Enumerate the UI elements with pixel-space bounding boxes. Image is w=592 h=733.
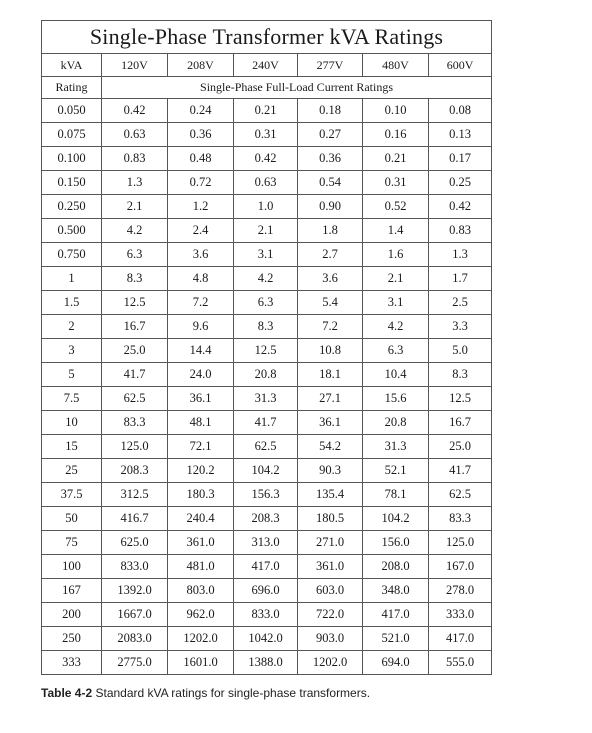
kva-rating-cell: 75 [42, 531, 102, 555]
current-cell: 361.0 [298, 555, 363, 579]
kva-rating-cell: 7.5 [42, 387, 102, 411]
kva-rating-cell: 0.500 [42, 219, 102, 243]
current-cell: 3.6 [298, 267, 363, 291]
current-cell: 0.10 [363, 99, 429, 123]
current-cell: 0.31 [234, 123, 298, 147]
current-cell: 62.5 [234, 435, 298, 459]
current-cell: 16.7 [429, 411, 492, 435]
current-cell: 104.2 [363, 507, 429, 531]
current-cell: 15.6 [363, 387, 429, 411]
current-cell: 20.8 [363, 411, 429, 435]
kva-rating-cell: 37.5 [42, 483, 102, 507]
current-cell: 271.0 [298, 531, 363, 555]
current-cell: 417.0 [429, 627, 492, 651]
current-cell: 0.36 [168, 123, 234, 147]
current-cell: 0.52 [363, 195, 429, 219]
table-row [42, 315, 492, 339]
table-row [42, 579, 492, 603]
current-cell: 0.42 [102, 99, 168, 123]
current-cell: 2.1 [102, 195, 168, 219]
current-cell: 10.4 [363, 363, 429, 387]
table-caption [41, 686, 370, 700]
current-cell: 240.4 [168, 507, 234, 531]
current-cell: 0.36 [298, 147, 363, 171]
current-cell: 348.0 [363, 579, 429, 603]
current-cell: 0.54 [298, 171, 363, 195]
current-cell: 10.8 [298, 339, 363, 363]
current-cell: 41.7 [102, 363, 168, 387]
current-cell: 25.0 [429, 435, 492, 459]
header-rating: Rating [42, 77, 102, 99]
current-cell: 722.0 [298, 603, 363, 627]
current-cell: 4.2 [234, 267, 298, 291]
current-cell: 1.3 [102, 171, 168, 195]
current-cell: 156.0 [363, 531, 429, 555]
table-row [42, 483, 492, 507]
current-cell: 27.1 [298, 387, 363, 411]
current-cell: 1.3 [429, 243, 492, 267]
current-cell: 603.0 [298, 579, 363, 603]
current-cell: 0.08 [429, 99, 492, 123]
current-cell: 0.83 [429, 219, 492, 243]
current-cell: 156.3 [234, 483, 298, 507]
current-cell: 0.16 [363, 123, 429, 147]
current-cell: 1.4 [363, 219, 429, 243]
current-cell: 12.5 [429, 387, 492, 411]
current-cell: 312.5 [102, 483, 168, 507]
current-cell: 180.5 [298, 507, 363, 531]
table-container [41, 20, 491, 675]
current-cell: 0.27 [298, 123, 363, 147]
table-row [42, 171, 492, 195]
current-cell: 208.0 [363, 555, 429, 579]
header-voltage: 480V [363, 54, 429, 77]
kva-rating-cell: 167 [42, 579, 102, 603]
current-cell: 20.8 [234, 363, 298, 387]
current-cell: 1392.0 [102, 579, 168, 603]
current-cell: 12.5 [102, 291, 168, 315]
current-cell: 903.0 [298, 627, 363, 651]
current-cell: 1202.0 [298, 651, 363, 675]
current-cell: 694.0 [363, 651, 429, 675]
current-cell: 12.5 [234, 339, 298, 363]
kva-rating-cell: 0.050 [42, 99, 102, 123]
current-cell: 0.21 [363, 147, 429, 171]
current-cell: 1.7 [429, 267, 492, 291]
table-row [42, 147, 492, 171]
current-cell: 1202.0 [168, 627, 234, 651]
current-cell: 2.7 [298, 243, 363, 267]
table-row [42, 363, 492, 387]
current-cell: 0.83 [102, 147, 168, 171]
current-cell: 18.1 [298, 363, 363, 387]
current-cell: 1042.0 [234, 627, 298, 651]
current-cell: 3.6 [168, 243, 234, 267]
current-cell: 24.0 [168, 363, 234, 387]
kva-rating-cell: 3 [42, 339, 102, 363]
current-cell: 2.4 [168, 219, 234, 243]
current-cell: 0.48 [168, 147, 234, 171]
header-kva: kVA [42, 54, 102, 77]
table-row [42, 411, 492, 435]
kva-rating-cell: 0.100 [42, 147, 102, 171]
current-cell: 83.3 [102, 411, 168, 435]
kva-rating-cell: 5 [42, 363, 102, 387]
current-cell: 41.7 [234, 411, 298, 435]
kva-rating-cell: 0.250 [42, 195, 102, 219]
current-cell: 2083.0 [102, 627, 168, 651]
kva-rating-cell: 25 [42, 459, 102, 483]
table-row [42, 99, 492, 123]
current-cell: 62.5 [102, 387, 168, 411]
table-body [42, 99, 492, 675]
current-cell: 16.7 [102, 315, 168, 339]
current-cell: 125.0 [429, 531, 492, 555]
current-cell: 0.72 [168, 171, 234, 195]
current-cell: 208.3 [234, 507, 298, 531]
current-cell: 7.2 [168, 291, 234, 315]
current-cell: 2775.0 [102, 651, 168, 675]
kva-rating-cell: 250 [42, 627, 102, 651]
caption-label: Table 4-2 [41, 686, 93, 700]
kva-ratings-table [41, 20, 492, 675]
kva-rating-cell: 200 [42, 603, 102, 627]
current-cell: 78.1 [363, 483, 429, 507]
current-cell: 1.6 [363, 243, 429, 267]
current-cell: 2.1 [363, 267, 429, 291]
current-cell: 135.4 [298, 483, 363, 507]
header-voltage: 240V [234, 54, 298, 77]
current-cell: 1667.0 [102, 603, 168, 627]
kva-rating-cell: 0.075 [42, 123, 102, 147]
kva-rating-cell: 0.150 [42, 171, 102, 195]
table-row [42, 627, 492, 651]
kva-rating-cell: 1 [42, 267, 102, 291]
current-cell: 4.2 [363, 315, 429, 339]
current-cell: 417.0 [234, 555, 298, 579]
table-row [42, 435, 492, 459]
table-row [42, 339, 492, 363]
current-cell: 120.2 [168, 459, 234, 483]
current-cell: 72.1 [168, 435, 234, 459]
current-cell: 90.3 [298, 459, 363, 483]
current-cell: 6.3 [234, 291, 298, 315]
current-cell: 0.42 [429, 195, 492, 219]
current-cell: 48.1 [168, 411, 234, 435]
kva-rating-cell: 10 [42, 411, 102, 435]
current-cell: 25.0 [102, 339, 168, 363]
current-cell: 0.13 [429, 123, 492, 147]
table-row [42, 291, 492, 315]
kva-rating-cell: 333 [42, 651, 102, 675]
current-cell: 2.5 [429, 291, 492, 315]
current-cell: 0.24 [168, 99, 234, 123]
current-cell: 0.31 [363, 171, 429, 195]
caption-text: Standard kVA ratings for single-phase transformers. [95, 686, 371, 700]
table-subheader: Single-Phase Full-Load Current Ratings [102, 77, 492, 99]
current-cell: 6.3 [102, 243, 168, 267]
header-voltage: 208V [168, 54, 234, 77]
current-cell: 52.1 [363, 459, 429, 483]
table-title: Single-Phase Transformer kVA Ratings [42, 21, 492, 54]
current-cell: 481.0 [168, 555, 234, 579]
current-cell: 208.3 [102, 459, 168, 483]
kva-rating-cell: 2 [42, 315, 102, 339]
current-cell: 4.8 [168, 267, 234, 291]
current-cell: 3.1 [363, 291, 429, 315]
current-cell: 0.17 [429, 147, 492, 171]
table-row [42, 267, 492, 291]
current-cell: 0.63 [234, 171, 298, 195]
current-cell: 521.0 [363, 627, 429, 651]
table-row [42, 651, 492, 675]
current-cell: 416.7 [102, 507, 168, 531]
current-cell: 833.0 [234, 603, 298, 627]
current-cell: 167.0 [429, 555, 492, 579]
current-cell: 555.0 [429, 651, 492, 675]
current-cell: 7.2 [298, 315, 363, 339]
kva-rating-cell: 15 [42, 435, 102, 459]
current-cell: 0.42 [234, 147, 298, 171]
current-cell: 180.3 [168, 483, 234, 507]
current-cell: 54.2 [298, 435, 363, 459]
current-cell: 417.0 [363, 603, 429, 627]
current-cell: 1.2 [168, 195, 234, 219]
current-cell: 3.3 [429, 315, 492, 339]
table-row [42, 195, 492, 219]
kva-rating-cell: 50 [42, 507, 102, 531]
current-cell: 833.0 [102, 555, 168, 579]
current-cell: 1601.0 [168, 651, 234, 675]
table-row [42, 459, 492, 483]
current-cell: 8.3 [234, 315, 298, 339]
table-row [42, 555, 492, 579]
current-cell: 5.0 [429, 339, 492, 363]
header-voltage: 600V [429, 54, 492, 77]
header-voltage: 120V [102, 54, 168, 77]
current-cell: 803.0 [168, 579, 234, 603]
current-cell: 36.1 [168, 387, 234, 411]
current-cell: 104.2 [234, 459, 298, 483]
current-cell: 8.3 [429, 363, 492, 387]
current-cell: 0.90 [298, 195, 363, 219]
current-cell: 2.1 [234, 219, 298, 243]
current-cell: 4.2 [102, 219, 168, 243]
current-cell: 278.0 [429, 579, 492, 603]
current-cell: 6.3 [363, 339, 429, 363]
current-cell: 9.6 [168, 315, 234, 339]
current-cell: 361.0 [168, 531, 234, 555]
current-cell: 696.0 [234, 579, 298, 603]
table-row [42, 603, 492, 627]
current-cell: 625.0 [102, 531, 168, 555]
current-cell: 125.0 [102, 435, 168, 459]
table-row [42, 531, 492, 555]
kva-rating-cell: 100 [42, 555, 102, 579]
current-cell: 31.3 [234, 387, 298, 411]
kva-rating-cell: 0.750 [42, 243, 102, 267]
current-cell: 0.63 [102, 123, 168, 147]
current-cell: 1388.0 [234, 651, 298, 675]
table-row [42, 507, 492, 531]
table-row [42, 387, 492, 411]
current-cell: 1.0 [234, 195, 298, 219]
current-cell: 313.0 [234, 531, 298, 555]
current-cell: 0.25 [429, 171, 492, 195]
header-voltage: 277V [298, 54, 363, 77]
current-cell: 3.1 [234, 243, 298, 267]
current-cell: 5.4 [298, 291, 363, 315]
current-cell: 62.5 [429, 483, 492, 507]
kva-rating-cell: 1.5 [42, 291, 102, 315]
current-cell: 83.3 [429, 507, 492, 531]
current-cell: 8.3 [102, 267, 168, 291]
current-cell: 31.3 [363, 435, 429, 459]
current-cell: 0.21 [234, 99, 298, 123]
table-row [42, 219, 492, 243]
current-cell: 0.18 [298, 99, 363, 123]
current-cell: 14.4 [168, 339, 234, 363]
current-cell: 36.1 [298, 411, 363, 435]
current-cell: 333.0 [429, 603, 492, 627]
table-row [42, 243, 492, 267]
table-row [42, 123, 492, 147]
current-cell: 1.8 [298, 219, 363, 243]
current-cell: 962.0 [168, 603, 234, 627]
current-cell: 41.7 [429, 459, 492, 483]
